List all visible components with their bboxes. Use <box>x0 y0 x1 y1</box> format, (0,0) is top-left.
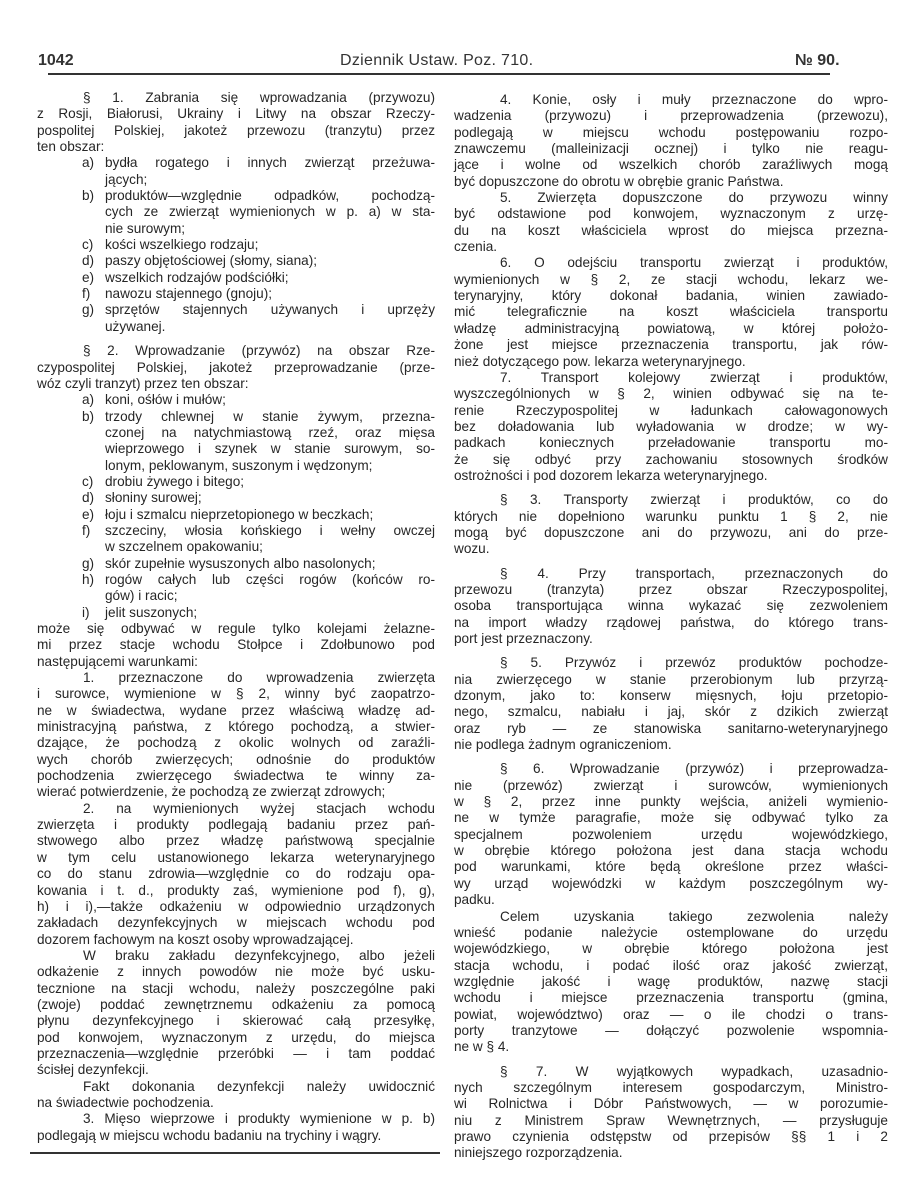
text-line: zakładach dezynfekcyjnych w miejscach wchodu pod <box>37 915 435 931</box>
paragraph <box>454 92 888 190</box>
text-line: wymienionych w § 2, ze stacji wchodu, lekarz we- <box>454 271 888 287</box>
text-line: terynaryjny, który dokonał badania, winien zawiado- <box>454 288 888 304</box>
text-line: § 3. Transporty zwierząt i produktów, co do <box>500 492 888 508</box>
text-line: tecznione na stacji wchodu, należy poszczególne paki <box>37 980 435 996</box>
text-line: pospolitej Polskiej, jakoteż przewozu (tranzytu) przez <box>37 122 435 138</box>
text-line: wozu. <box>454 541 490 557</box>
paragraph <box>37 621 435 670</box>
list-item <box>37 572 435 605</box>
page-number: 1042 <box>38 52 74 69</box>
text-line: czenia. <box>454 239 498 255</box>
text-line: port jest przeznaczony. <box>454 631 593 646</box>
paragraph <box>454 492 888 557</box>
text-line: ne w tymże paragrafie, może się odbywać tylko za <box>454 810 888 826</box>
text-line: 5. Zwierzęta dopuszczone do przywozu winny <box>500 190 888 206</box>
text-line: renie Rzeczypospolitej w ładunkach całowagonowych <box>454 402 888 418</box>
paragraph <box>37 1111 435 1144</box>
text-line: bydła rogatego i innych zwierząt przeżuwa- <box>105 155 435 171</box>
list-item <box>37 155 435 188</box>
text-line: pod konwojem, wyznaczonym z urzędu, do miejsca <box>37 1029 435 1045</box>
text-line: względnie jakość i wagę produktów, nazwę stacji <box>454 973 888 989</box>
list-item-label: e) <box>82 506 95 522</box>
text-line: nie (przewóz) zwierząt i surowców, wymienionych <box>454 777 888 793</box>
text-line: ten obszar: <box>37 139 105 155</box>
text-line: mić telegraficznie na koszt właściciela transportu <box>454 304 888 320</box>
list-item <box>37 302 435 335</box>
list-item <box>37 409 435 474</box>
text-line: § 5. Przywóz i przewóz produktów pochodze- <box>500 655 888 671</box>
text-line: 3. Mięso wieprzowe i produkty wymienione w p. b) <box>83 1111 435 1127</box>
text-line: 7. Transport kolejowy zwierząt i produktów, <box>500 369 888 385</box>
text-line: nawozu stajennego (gnoju); <box>105 286 273 302</box>
list-item-label: g) <box>82 302 95 318</box>
text-line: czonej na natychmiastową rzeź, oraz mięsa <box>105 424 435 440</box>
text-line: § 6. Wprowadzanie (przywóz) i przeprowadza- <box>500 761 888 777</box>
text-line: być odstawione pod konwojem, wyznaczonym z urzę- <box>454 206 888 222</box>
paragraph <box>454 255 888 369</box>
text-line: wóz czyli tranzyt) przez ten obszar: <box>37 375 249 391</box>
text-line: niu z Ministrem Spraw Wewnętrznych, — przysługuje <box>454 1112 888 1128</box>
text-line: nego, szmalcu, nabiału i jaj, skór z dzikich zwierząt <box>454 704 888 720</box>
list-item <box>37 490 435 506</box>
list-item-label: a) <box>82 392 95 408</box>
text-line: wszelkich rodzajów podściółki; <box>105 269 289 285</box>
text-line: prawo czynienia odstępstw od przepisów §§ 1 i 2 <box>454 1128 888 1144</box>
text-line: du na koszt właściciela wprost do miejsca przezna- <box>454 222 888 238</box>
text-line: koni, ośłów i mułów; <box>105 392 226 408</box>
text-line: i surowce, wymienione w § 2, winny być zaopatrzo- <box>37 686 435 702</box>
text-line: ministracyjną państwa, z którego pochodzą, a stwier- <box>37 719 435 735</box>
footer-rule <box>30 1152 440 1154</box>
text-line: wchodu i miejsce przeznaczenia transportu (gmina, <box>454 990 888 1006</box>
list-item <box>37 474 435 490</box>
paragraph <box>37 90 435 155</box>
text-line: nia zwierzęcego w stanie przerobionym lub przyrzą- <box>454 671 888 687</box>
text-line: w tym celu ustanowionego lekarza weterynaryjnego <box>37 849 435 865</box>
list-item <box>37 523 435 556</box>
text-line: niniejszego rozporządzenia. <box>454 1145 623 1161</box>
list-item <box>37 286 435 302</box>
text-line: § 2. Wprowadzanie (przywóz) na obszar Rze- <box>83 343 435 359</box>
text-line: kości wszelkiego rodzaju; <box>105 237 259 253</box>
text-line: szczeciny, włosia końskiego i wełny owczej <box>105 522 435 538</box>
text-line: przeznaczenia—względnie przeróbki — i tam poddać <box>37 1045 435 1061</box>
text-line: porty tranzytowe — dołączyć pozwolenie wspomnia- <box>454 1022 888 1038</box>
text-line: stwowego albo przez władzę państwową specjalnie <box>37 833 435 849</box>
text-line: płynu dezynfekcyjnego i skierować całą przesyłkę, <box>37 1013 435 1029</box>
text-line: dozorem fachowym na koszt osoby wprowadzającej. <box>37 931 354 947</box>
list-item <box>37 253 435 269</box>
text-line: W braku zakładu dezynfekcyjnego, albo jeżeli <box>83 947 435 963</box>
text-line: 6. O odejściu transportu zwierząt i produktów, <box>500 255 888 271</box>
text-line: powiat, województwo) oraz — o ile chodzi o trans- <box>454 1006 888 1022</box>
text-line: wierać potwierdzenie, że pochodzą ze zwierząt zdrowych; <box>37 784 386 800</box>
text-line: wnieść podanie należycie ostemplowane do urzędu <box>454 924 888 940</box>
paragraph <box>454 909 888 1056</box>
list-item-label: d) <box>82 490 95 506</box>
text-line: na świadectwie pochodzenia. <box>37 1094 214 1110</box>
text-line: jących; <box>105 171 148 187</box>
text-line: podlegają w miejscu wchodu badaniu na trychiny i wągry. <box>37 1127 382 1143</box>
text-line: władzę administracyjną powiatową, w której położo- <box>454 320 888 336</box>
paragraph <box>37 948 435 1079</box>
paragraph <box>37 670 435 801</box>
issue-number: № 90. <box>795 52 840 69</box>
text-line: produktów—względnie odpadków, pochodzą- <box>105 188 435 204</box>
list-item <box>37 507 435 523</box>
paragraph <box>37 343 435 392</box>
text-line: dzonym, jako to: konserw mięsnych, łoju przetopio- <box>454 688 888 704</box>
list-item-label: f) <box>82 522 91 538</box>
text-line: mi przez stacje wchodu Stołpce i Zdołbunowo pod <box>37 637 435 653</box>
journal-title: Dziennik Ustaw. Poz. 710. <box>340 52 534 69</box>
header-rule <box>48 73 830 75</box>
text-line: jelit suszonych; <box>105 604 198 620</box>
text-line: zwierzęta i produkty podlegają badaniu przez pań- <box>37 817 435 833</box>
right-column <box>454 92 888 1162</box>
text-line: drobiu żywego i bitego; <box>105 473 245 489</box>
list-item <box>37 188 435 237</box>
text-line: łoju i szmalcu nieprzetopionego w beczkach; <box>105 506 374 522</box>
text-line: nie podlega żadnym ograniczeniom. <box>454 737 672 753</box>
text-line: pod warunkami, które będą określone przez właści- <box>454 859 888 875</box>
text-line: osoba transportująca winna wykazać się zezwoleniem <box>454 598 888 614</box>
text-line: znawczemu (malleinizacji ocznej) i tylko nie reagu- <box>454 141 888 157</box>
text-line: żone jest miejsce przeznaczenia transportu, jak rów- <box>454 337 888 353</box>
text-line: pochodzenia zwierzęcego świadectwa te winny za- <box>37 768 435 784</box>
text-line: § 1. Zabrania się wprowadzania (przywozu) <box>83 90 435 105</box>
text-line: gów) i racic; <box>105 588 178 604</box>
text-line: w § 2, przez inne punkty wejścia, aniżeli wymienio- <box>454 794 888 810</box>
list-item-label: c) <box>82 473 94 489</box>
text-line: ostrożności i pod dozorem lekarza weterynaryjnego. <box>454 467 768 483</box>
text-line: trzody chlewnej w stanie żywym, przezna- <box>105 408 435 424</box>
paragraph <box>454 761 888 908</box>
paragraph <box>37 1079 435 1112</box>
list-item <box>37 392 435 408</box>
list-item-label: b) <box>82 408 95 424</box>
text-line: § 4. Przy transportach, przeznaczonych do <box>500 565 888 581</box>
text-line: dzające, że pochodzą z okolic wolnych od zaraźli- <box>37 735 435 751</box>
text-line: nie surowym; <box>105 220 186 236</box>
text-line: kowania i t. d., produkty zaś, wymienione pod f), g), <box>37 882 435 898</box>
text-line: nych szczególnym interesem gospodarczym, Ministro- <box>454 1079 888 1095</box>
list-item-label: a) <box>82 155 95 171</box>
paragraph <box>454 566 888 648</box>
text-line: wadzenia (przywozu) i przeprowadzenia (przewozu), <box>454 108 888 124</box>
text-line: odkażenie z innych powodów nie może być usku- <box>37 964 435 980</box>
list-item-label: g) <box>82 555 95 571</box>
text-line: używanej. <box>105 318 166 334</box>
text-line: w obrębie którego położona jest dana stacja wchodu <box>454 843 888 859</box>
text-line: być dopuszczone do obrotu w obrębie granic Państwa. <box>454 173 784 189</box>
paragraph <box>454 190 888 255</box>
text-line: padkach koniecznych przeładowanie transportu mo- <box>454 435 888 451</box>
text-line: ścisłej dezynfekcji. <box>37 1062 149 1078</box>
text-line: jące i wolne od wszelkich chorób zaraźliwych mogą <box>454 157 888 173</box>
text-line: w szczelnem opakowaniu; <box>105 539 263 555</box>
text-line: ne w § 4. <box>454 1039 510 1055</box>
list-item-label: e) <box>82 269 95 285</box>
text-line: specjalnem pozwoleniem urzędu wojewódzkiego, <box>454 826 888 842</box>
text-line: h) i i),—także odkażeniu w odpowiednio urządzonych <box>37 898 435 914</box>
text-line: 1. przeznaczone do wprowadzenia zwierzęta <box>83 670 435 686</box>
text-line: wieprzowego i szynek w stanie surowym, so- <box>105 441 435 457</box>
text-line: Fakt dokonania dezynfekcji należy uwidocznić <box>83 1078 435 1094</box>
text-line: rogów całych lub części rogów (końców ro- <box>105 571 435 587</box>
text-line: podlegają w miejscu wchodu postępowaniu rozpo- <box>454 124 888 140</box>
text-line: Celem uzyskania takiego zezwolenia należy <box>500 908 888 924</box>
text-line: nież dotyczącego pow. lekarza weterynaryjnego. <box>454 353 746 369</box>
list-item <box>37 270 435 286</box>
text-line: sprzętów stajennych używanych i uprzęży <box>105 302 435 318</box>
paragraph <box>454 1064 888 1162</box>
text-line: 2. na wymienionych wyżej stacjach wchodu <box>83 800 435 816</box>
list-item <box>37 556 435 572</box>
text-line: § 7. W wyjątkowych wypadkach, uzasadnio- <box>500 1063 888 1079</box>
text-line: przewozu (tranzyta) przez obszar Rzeczypospolitej, <box>454 581 888 597</box>
text-line: oraz ryb — ze stanowiska sanitarno-weterynaryjnego <box>454 720 888 736</box>
text-line: wi Rolnictwa i Dóbr Państwowych, — w porozumie- <box>454 1096 888 1112</box>
text-line: padku. <box>454 892 495 908</box>
left-column <box>37 90 435 1144</box>
text-line: (zwoje) poddać zewnętrznemu odkażeniu za pomocą <box>37 996 435 1012</box>
text-line: wy urząd wojewódzki w każdym poszczególnym wy- <box>454 875 888 891</box>
paragraph <box>454 370 888 484</box>
text-line: paszy objętościowej (słomy, siana); <box>105 253 318 269</box>
text-line: może się odbywać w regule tylko kolejami żelazne- <box>37 621 435 636</box>
text-line: skór zupełnie wysuszonych albo nasolonych; <box>105 555 376 571</box>
paragraph <box>37 801 435 948</box>
text-line: wojewódzkiego, w obrębie którego położona jest <box>454 941 888 957</box>
text-line: stacja wchodu, i podać ilość oraz jakość zwierząt, <box>454 957 888 973</box>
text-line: mogą być dopuszczone ani do przywozu, ani do prze- <box>454 524 888 540</box>
text-line: słoniny surowej; <box>105 490 202 506</box>
text-line: co do stanu zdrowia—względnie co do rodzaju opa- <box>37 866 435 882</box>
text-line: 4. Konie, osły i muły przeznaczone do wpro- <box>500 92 888 107</box>
text-line: następującemi warunkami: <box>37 653 198 669</box>
text-line: ne w świadectwa, wydane przez właściwą władzę ad- <box>37 702 435 718</box>
list-item-label: c) <box>82 237 94 253</box>
list-item-label: h) <box>82 571 95 587</box>
text-line: cych ze zwierząt wymienionych w p. a) w sta- <box>105 204 435 220</box>
list-item-label: i) <box>82 604 90 620</box>
text-line: z Rosji, Białorusi, Ukrainy i Litwy na obszar Rzeczy- <box>37 106 435 122</box>
text-line: wyszczególnionych w § 2, winien odbywać się na te- <box>454 386 888 402</box>
text-line: na import władzy rządowej państwa, do którego trans- <box>454 614 888 630</box>
text-line: wych chorób zwierzęcych; odnośnie do produktów <box>37 751 435 767</box>
paragraph <box>454 655 888 753</box>
text-line: bez doładowania lub wyładowania w drodze; w wy- <box>454 418 888 434</box>
list-item <box>37 237 435 253</box>
text-line: lonym, peklowanym, suszonym i wędzonym; <box>105 457 373 473</box>
text-line: których nie dopełniono warunku punktu 1 § 2, nie <box>454 508 888 524</box>
list-item-label: d) <box>82 253 95 269</box>
list-item-label: b) <box>82 188 95 204</box>
list-item <box>37 605 435 621</box>
text-line: czypospolitej Polskiej, jakoteż przeprowadzanie (prze- <box>37 359 435 375</box>
text-line: że się odbyć przy zachowaniu stosownych środków <box>454 451 888 467</box>
list-item-label: f) <box>82 286 91 302</box>
